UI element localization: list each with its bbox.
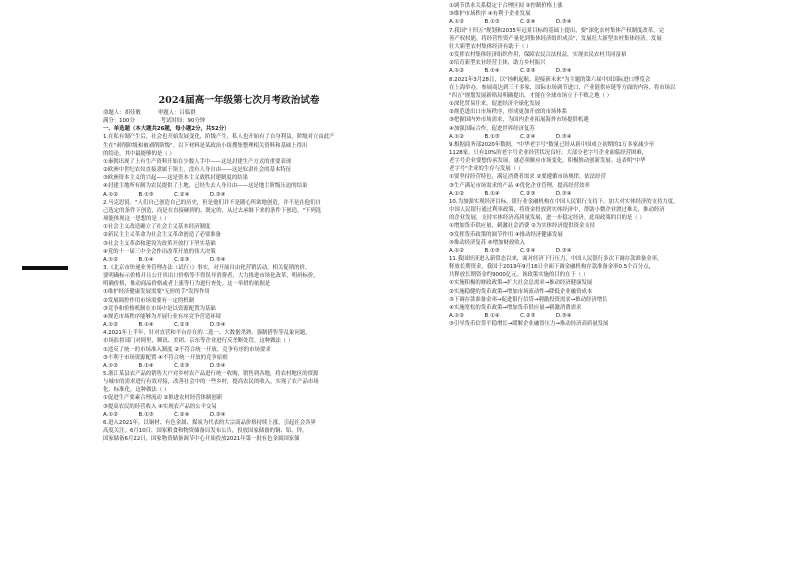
left-question-text bbox=[103, 133, 375, 443]
text-line: ②培育新型农业经营主体，助力乡村振兴 bbox=[449, 60, 546, 67]
text-line: ③把握国内外市场需求，为国内企业拓展海外市场提供机遇 bbox=[449, 117, 589, 124]
right-column bbox=[449, 0, 721, 328]
text-line: 1128家，只有10%的老字号企业经营状况良好，大部分老字号企业面临经营困难， bbox=[449, 149, 648, 156]
text-line: ③竞争和价格机制在市场中是以资源配置为基础 bbox=[103, 305, 216, 312]
text-line: "四五"规划发展新格局明确提出，才能在全球市场立于不败之地（ ） bbox=[449, 92, 613, 99]
section-header: 一、单选题（本大题共26题，每小题2分，共52分） bbox=[103, 126, 230, 133]
text-line: ④规范市场秩序能够为开展行业有序竞争营造环境 bbox=[103, 313, 222, 320]
text-line: ①发挥农村集体经济组织作用，保障农民合法权益，实现农民农村共同富裕 bbox=[449, 52, 627, 59]
binding-line-mark bbox=[22, 266, 68, 270]
text-line: 8.2021年3月28日，以"扬帆起航、迎接新未来"为主题的第六届中国国际进口博览会 bbox=[449, 76, 651, 83]
text-line: ①社会主义改造确立了社会主义基本经济制度 bbox=[103, 224, 211, 231]
text-line: 3.《北京市快递业务管理办法（试行）》事实，对开展自由化营销活动，相关促销的价， bbox=[103, 264, 311, 271]
text-line: ④封建主地所有制为农民提供了土地，已经失去人身自由——这是地主阶级压迫的结果 bbox=[103, 183, 308, 190]
text-line: ①深化贸易往来，促进经济全球化发展 bbox=[449, 101, 541, 108]
text-line: 共释放长期资金约9000亿元。该政策实施的目的在于（ ） bbox=[449, 272, 589, 279]
text-line: ③提高农民的经营收入 ④实现农产品的公平交易 bbox=[103, 403, 217, 410]
text-line: 项能体现这一思想的是（ ） bbox=[103, 216, 170, 223]
text-line: ③下调存款准备金率→促进银行信贷→刺激投资需求→推动经济增长 bbox=[449, 296, 608, 303]
text-line: A.①② B.①④ C.②③ D.③④ bbox=[103, 322, 226, 329]
text-line: ⑤推动经济复苏 ⑥增加财政收入 bbox=[449, 239, 526, 246]
text-line: 4.2021年上半年，针对直营和平台存在的二选一、大数据杀熟、强制搭售等乱象问题， bbox=[103, 330, 311, 337]
text-line: ①促进生产要素合理流动 ②推进农村经营体制创新 bbox=[103, 395, 223, 402]
text-line: 11.我国经济进入新常态以来，面对经济下行压力，中国人民银行多次下调存款准备金率， bbox=[449, 256, 663, 262]
text-line: 释放长期资金，我国于2019年9月16日全面下调金融机构存款准备金率0.5个百分点， bbox=[449, 264, 655, 271]
text-line: 的企业发展，支持实体经济高质量发展，进一步稳定经济。此项政策的目的是（ ） bbox=[449, 215, 645, 222]
text-line: ④党的十一届三中全会作出改革开放的伟大决策 bbox=[103, 248, 216, 255]
text-line: 的结论，其中最能够的是（ ） bbox=[103, 150, 175, 157]
text-line: ③不利于市场资源配置 ④不符合统一开放的竞争原则 bbox=[103, 354, 228, 361]
text-line: A.①② B.①④ C.②③ D.③④ bbox=[449, 68, 572, 75]
text-line: A.①② B.①③ C.②④ D.③④ bbox=[103, 411, 226, 418]
text-line: ③社会主义革命和建设为改革开放打下坚实基础 bbox=[103, 240, 216, 247]
author-line: 命题人：胡佳敏 审题人：吕临群 bbox=[103, 110, 196, 116]
exam-title: 2024届高一年级第七次月考政治试卷 bbox=[158, 95, 320, 106]
score-time-line: 满分：100分 考试时间：90分钟 bbox=[103, 118, 206, 125]
text-line: ②规范进出口市场秩序，形成更加开放的市场体系 bbox=[449, 109, 568, 116]
text-line: 5.浙江某县农产品的销售大户对乡村农产品进行统一收购，销售到各地，将农村地区的资源 bbox=[103, 371, 319, 377]
text-line: 在上海举办，参展商达到三千多家，国际市场调节进口、产业链供应链等方面的内容，将市场以 bbox=[449, 84, 676, 91]
right-question-text bbox=[449, 0, 721, 328]
text-line: A.①② B.①④ C.②③ D.③④ bbox=[103, 362, 226, 369]
text-line: 2.马克思说："人们自己创造自己的历史，但是他们并不是随心所欲地创造，并不是在他们自 bbox=[103, 199, 321, 206]
text-line: 6.进入2021年，以铜材、有色金属、煤炭为代表的大宗商品价格持续上涨，引起社会各界 bbox=[103, 419, 316, 426]
text-line: ①维护经济健康发展需要"无形的手"发挥作用 bbox=[103, 289, 210, 296]
text-line: 7.我国"十四五"规划和2035年远景目标的基础上提出，要"深化农村集体产权制度改革，完 bbox=[449, 27, 664, 34]
text-line: 老字号企业要想传承发展，就必须顺应市场变化，积极推动创新发展。这表明"中华 bbox=[449, 158, 646, 165]
text-line: ②新民主主义革命为社会主义革命创造了必要准备 bbox=[103, 232, 222, 239]
left-column bbox=[103, 10, 375, 443]
text-line: A.①② B.①④ C.②③ D.③④ bbox=[103, 256, 226, 263]
text-line: ②欧洲中世纪农奴直接隶属于领主，没有人身自由——这是奴隶社会的基本特征 bbox=[103, 167, 292, 174]
text-line: A.①② B.①③ C.②④ D.③④ bbox=[449, 247, 572, 254]
text-line: ⑤引导货币信贷平稳增长→缓解企业融资压力→推动经济高质量发展 bbox=[449, 321, 609, 328]
text-line: ③发挥货币政策的调节作用 ④推动经济健康发展 bbox=[449, 231, 563, 238]
text-line: 国家储备6月22日，国家物资储备调节中心开始投放2021年第一批有色金属国家储 bbox=[103, 436, 300, 443]
text-line: ④实施宽松的货币政策→增加货币供应量→刺激消费需求 bbox=[449, 304, 582, 311]
text-line: A.①② B.①④ C.②③ D.③④ bbox=[449, 313, 572, 320]
text-line: ①违反了统一的市场准入制度 ②不符合统一开放、竞争有序的市场要求 bbox=[103, 346, 271, 353]
text-line: A.①② B.①③ C.②④ D.③④ bbox=[103, 191, 226, 198]
text-line: 明确价格，推动商品价格或者上涨等行为进行查处。这一举措的依据是 bbox=[103, 281, 271, 288]
text-line: 1.在私有制产生后，社会也开始发展变化，阶级产生，私人也开始有了自身利益，阶级对立由此产 bbox=[103, 134, 335, 141]
text-line: 要明确标示价格并且公开其出口价格等不得误导消费者，大力推进市场化改革，明码标价， bbox=[103, 273, 319, 280]
text-line: 市场监督部门对阿里、腾讯、美团、京东等企业进行反垄断处罚。这种做法（ ） bbox=[103, 338, 294, 345]
text-line: ①要坚持经营特色，满足消费者需求 ②要遵循市场规律，依法经营 bbox=[449, 174, 606, 181]
text-line: ①秦朝出现了上有生产资料开始在少数人手中——这是封建生产方式的重要表现 bbox=[103, 158, 292, 165]
text-line: ①增加货币供应量，刺激社会消费 ②为实体经济提供资金支持 bbox=[449, 223, 596, 230]
text-line: 化、标准化。这种做法（ ） bbox=[103, 387, 170, 394]
text-line: A.①② B.①④ C.②③ D.③④ bbox=[449, 190, 572, 197]
text-line: ①调节供求关系稳定于合理区间 ②控制价格上涨 bbox=[449, 3, 563, 10]
text-line: 与城市的需求进行有效对接，改善社会中的一些乡村，提高农民的收入，实现了农产品市场 bbox=[103, 379, 319, 386]
text-line: ③欧洲资本主义的兴起——这是资本主义战胜封建制度的结果 bbox=[103, 175, 248, 182]
text-line: 善产权权能，将经营性资产量化到集体经济组织成员"，发展壮大新型农村集体经济。发展 bbox=[449, 35, 662, 42]
text-line: ①实施积极的财政政策→扩大社会总需求→推动经济健康发展 bbox=[449, 280, 593, 287]
text-line: ④加强国际合作，促进世界经济复苏 bbox=[449, 125, 535, 132]
text-line: 高度关注。6月10日，国家粮食和物资储备局发布公告，投放国家储备的铜、铝、锌， bbox=[103, 428, 308, 435]
text-line: A.①② B.①③ C.②④ D.③④ bbox=[449, 133, 572, 140]
text-line: 9.根据商务部2020年数据，"中华老字号"数量已经从新中国成立初期的1万多家减少至 bbox=[449, 141, 655, 148]
text-line: ③生产满足市场需求的产品 ④优化企业管理，提高经营效率 bbox=[449, 182, 590, 189]
text-line: ②发展调控作用市场需要有一定的机制 bbox=[103, 297, 195, 304]
text-line: 生在"剥削阶级和被剥削阶级"。以下材料是某政治小组搜集整理相关资料和基础上得出 bbox=[103, 142, 308, 149]
text-line: 壮大新型农村集体经济有助于（ ） bbox=[449, 43, 532, 50]
text-line: A.①② B.①③ C.②④ D.③④ bbox=[449, 19, 572, 26]
text-line: ②实施稳健的货币政策→增加市场流动性→降低企业融资成本 bbox=[449, 288, 593, 295]
text-line: 中国人民银行通过利率政策，将资金投放到实体经济中，帮助小微企业渡过难关，推动经济 bbox=[449, 207, 665, 214]
text-line: 10.为加强实现经济目标，银行业金融机构在中国人民银行支持下，加大对实体经济的支持力度， bbox=[449, 198, 679, 205]
text-line: 老字号"企业的生存与发展（ ） bbox=[449, 166, 524, 173]
text-line: 己选定的条件下创造，而是在直接碰到的、既定的、从过去承继下来的条件下创造。"下列选 bbox=[103, 207, 322, 214]
text-line: ③维护市场秩序 ④有利于企业发展 bbox=[449, 11, 531, 18]
